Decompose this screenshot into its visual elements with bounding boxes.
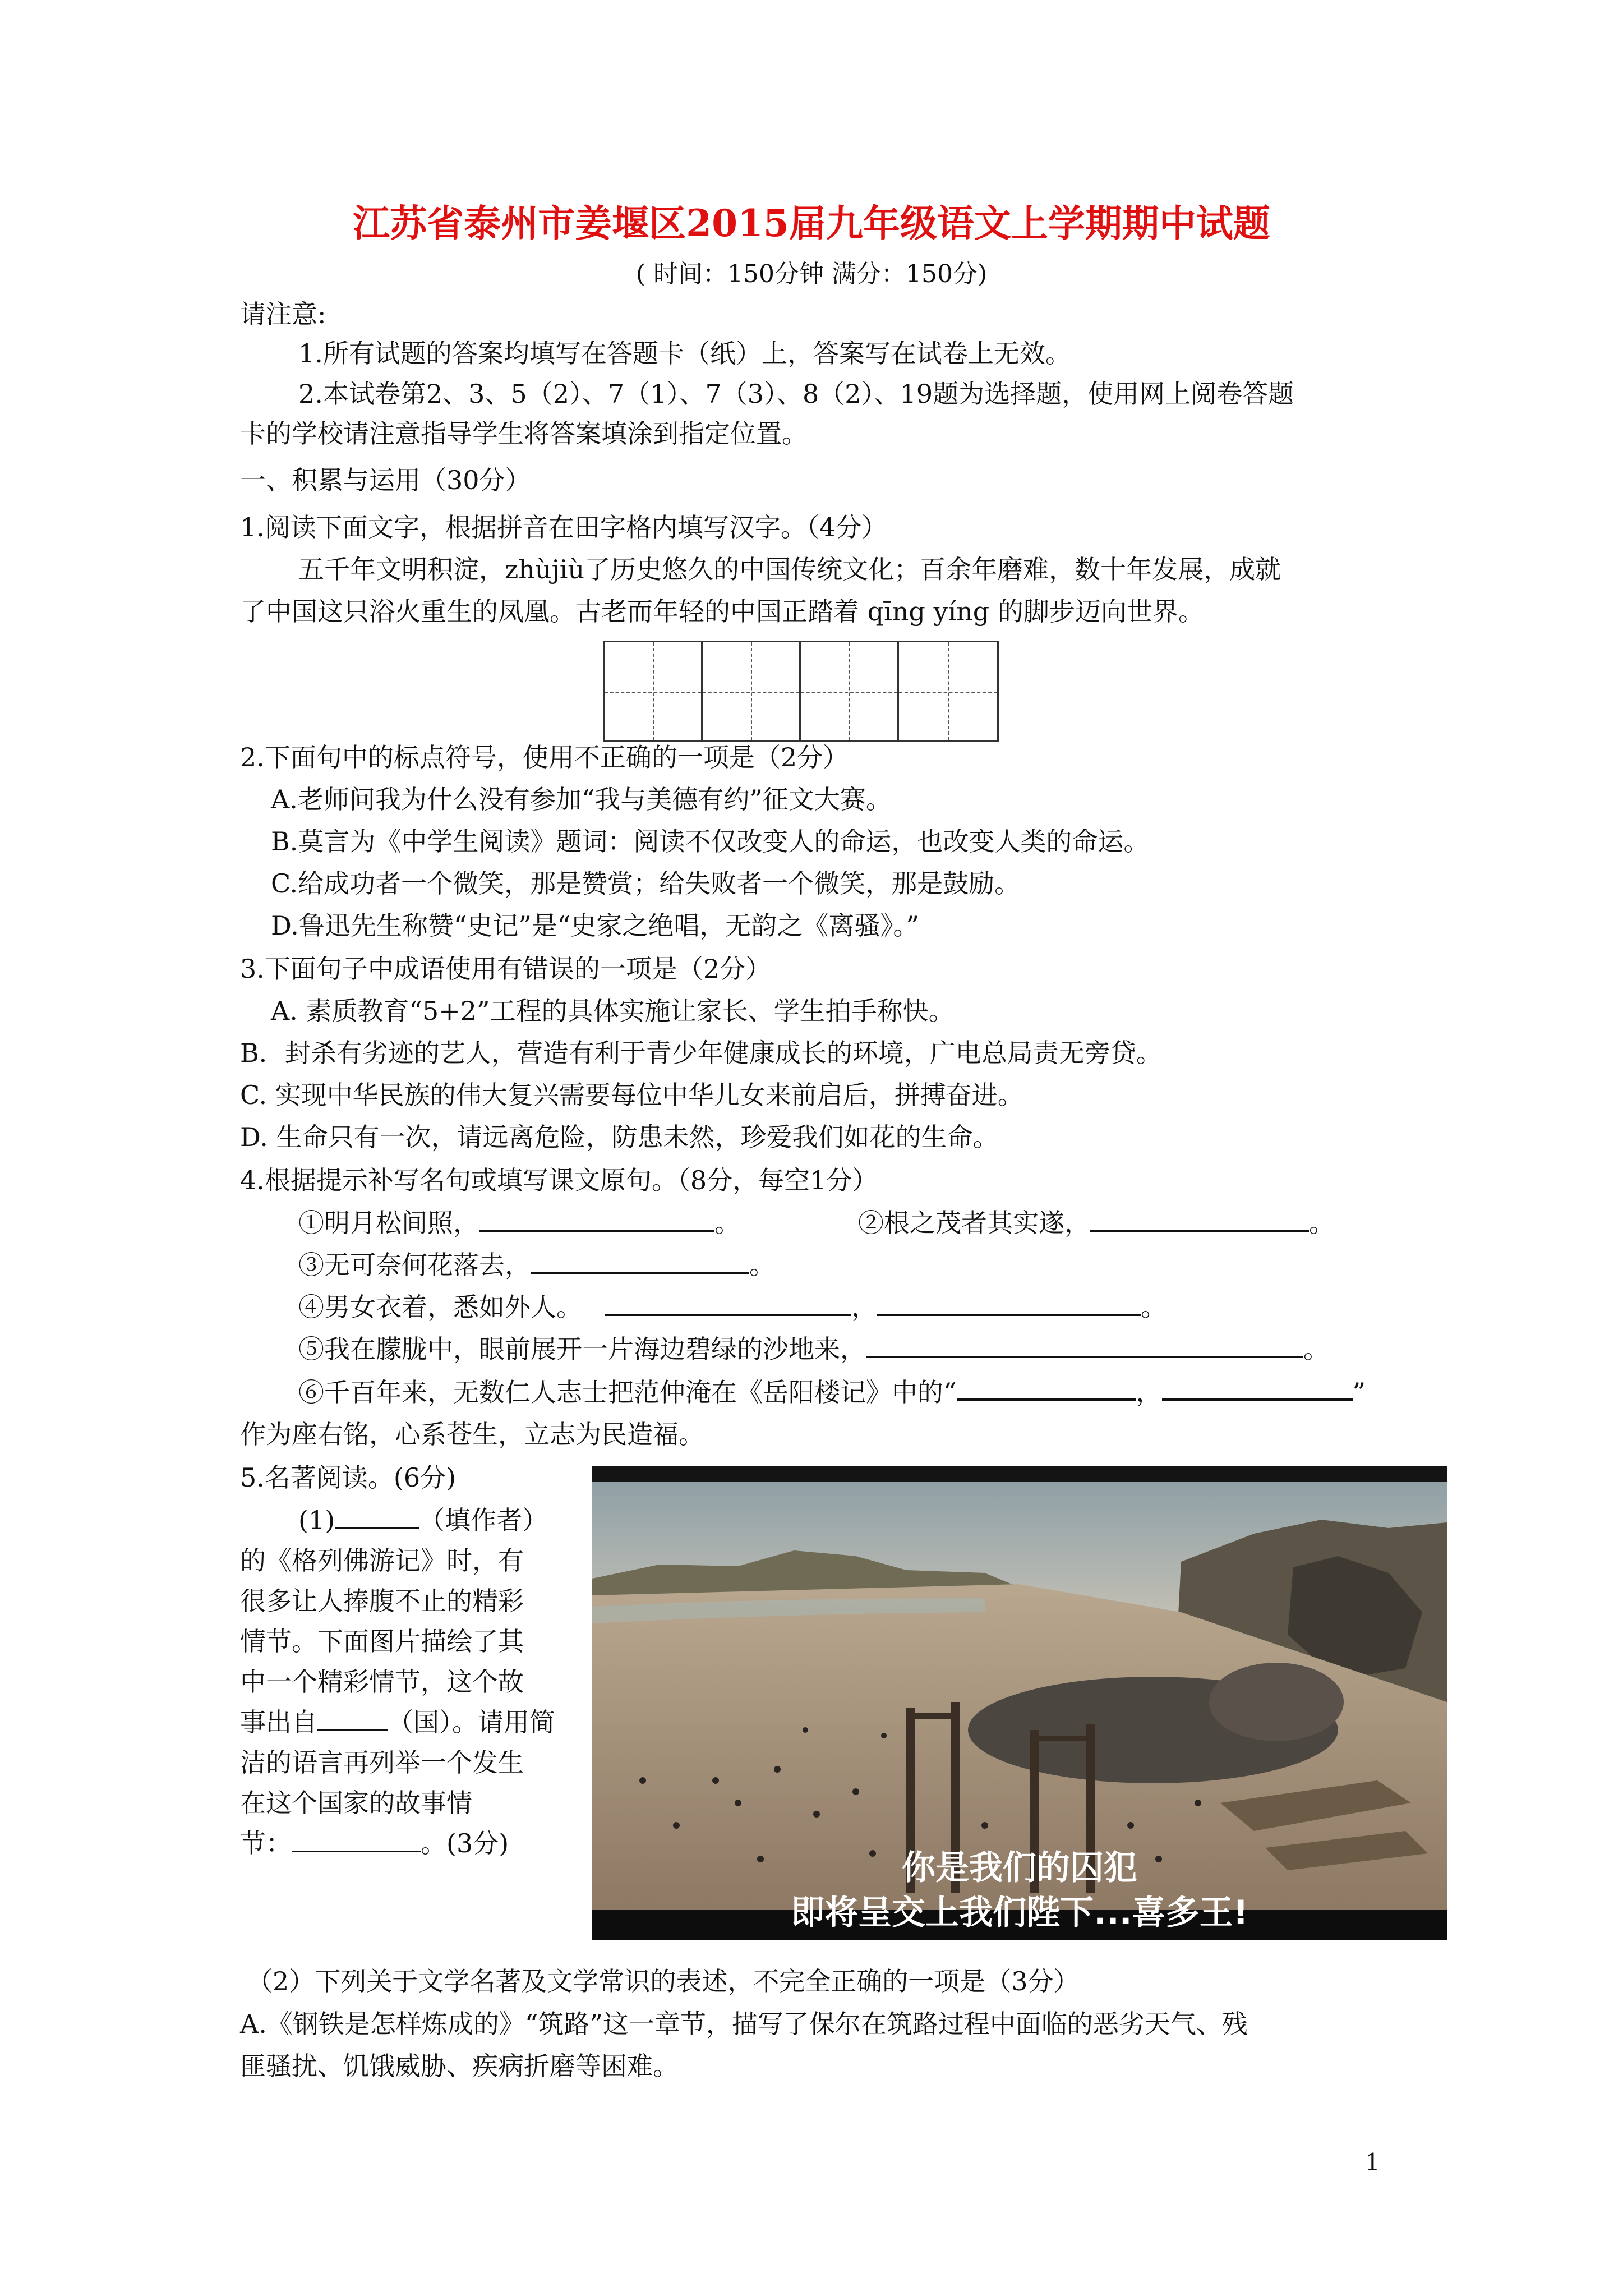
q5-p1-line8: 在这个国家的故事情: [240, 1788, 472, 1818]
q1-stem: 1.阅读下面文字，根据拼音在田字格内填写汉字。（4分）: [240, 512, 888, 542]
q5-p1-line7: 洁的语言再列举一个发生: [240, 1747, 524, 1778]
tianzige-cell[interactable]: [703, 642, 801, 740]
q4-item-6-continued: 作为座右铭，心系苍生，立志为民造福。: [240, 1419, 704, 1450]
answer-blank[interactable]: [957, 1376, 1136, 1401]
section-1-heading: 一、积累与运用（30分）: [240, 465, 531, 495]
q5-p1-line6: 事出自 （国）。请用简: [240, 1707, 555, 1737]
q2-option-b: B.莫言为《中学生阅读》题词：阅读不仅改变人的命运，也改变人类的命运。: [271, 826, 1150, 857]
image-subtitle-line2: 即将呈交上我们陛下...喜多王!: [791, 1893, 1248, 1932]
q4-item-2: ②根之茂者其实遂， 。: [858, 1208, 1335, 1238]
image-subtitle-line1: 你是我们的囚犯: [902, 1848, 1137, 1888]
tianzige-cell[interactable]: [899, 642, 997, 740]
q1-passage-line1: 五千年文明积淀，zhùjiù了历史悠久的中国传统文化；百余年磨难，数十年发展，成就: [298, 554, 1281, 585]
q2-option-c: C.给成功者一个微笑，那是赞赏；给失败者一个微笑，那是鼓励。: [271, 868, 1021, 899]
q3-option-c: C. 实现中华民族的伟大复兴需要每位中华儿女来前启后，拼搏奋进。: [240, 1080, 1023, 1110]
answer-blank[interactable]: [479, 1208, 714, 1232]
q3-option-a: A. 素质教育“5+2”工程的具体实施让家长、学生拍手称快。: [271, 996, 955, 1026]
answer-blank[interactable]: [317, 1707, 388, 1731]
q2-stem: 2.下面句中的标点符号，使用不正确的一项是（2分）: [240, 742, 849, 772]
page-number: 1: [1365, 2148, 1380, 2176]
q5-p1-line9: 节： 。(3分): [240, 1828, 509, 1858]
q4-item-3: ③无可奈何花落去， 。: [298, 1250, 775, 1280]
exam-time-info: ( 时间：150分钟 满分：150分): [635, 260, 988, 288]
q4-item-6: ⑥千百年来，无数仁人志士把范仲淹在《岳阳楼记》中的“ ， ”: [298, 1377, 1366, 1407]
q4-item-4: ④男女衣着，悉如外人。 ， 。: [298, 1292, 1166, 1322]
q5-p1-line1: (1) （填作者）: [298, 1505, 548, 1535]
notice-item-1: 1.所有试题的答案均填写在答题卡（纸）上，答案写在试卷上无效。: [298, 338, 1071, 369]
answer-blank[interactable]: [877, 1292, 1141, 1316]
q3-stem: 3.下面句子中成语使用有错误的一项是（2分）: [240, 954, 772, 984]
q4-item-5: ⑤我在朦胧中，眼前展开一片海边碧绿的沙地来， 。: [298, 1334, 1329, 1364]
answer-blank[interactable]: [866, 1334, 1303, 1358]
q5-p1-line3: 很多让人捧腹不止的精彩: [240, 1586, 524, 1616]
q4-item-1: ①明月松间照， 。: [298, 1208, 740, 1238]
q5-p1-line5: 中一个精彩情节，这个故: [240, 1667, 524, 1697]
q1-passage-line2: 了中国这只浴火重生的凤凰。古老而年轻的中国正踏着 qīng yíng 的脚步迈向世界。: [240, 596, 1204, 627]
tianzige-cell[interactable]: [605, 642, 703, 740]
q5-p1-line4: 情节。下面图片描绘了其: [240, 1626, 524, 1657]
q5-p2-option-a-line2: 匪骚扰、饥饿威胁、疾病折磨等困难。: [240, 2051, 679, 2081]
answer-blank[interactable]: [292, 1828, 421, 1852]
notice-item-2-line1: 2.本试卷第2、3、5（2）、7（1）、7（3）、8（2）、19题为选择题，使用网上阅卷答题: [298, 379, 1294, 409]
answer-blank[interactable]: [1162, 1376, 1353, 1401]
q5-p2-stem: （2）下列关于文学名著及文学常识的表述，不完全正确的一项是（3分）: [247, 1966, 1080, 1996]
tianzige-cell[interactable]: [801, 642, 899, 740]
q4-stem: 4.根据提示补写名句或填写课文原句。（8分，每空1分）: [240, 1165, 878, 1195]
page-title: 江苏省泰州市姜堰区2015届九年级语文上学期期中试题: [353, 201, 1270, 245]
answer-blank[interactable]: [335, 1505, 419, 1529]
gulliver-film-still-image: [592, 1466, 1447, 1940]
q3-option-d: D. 生命只有一次，请远离危险，防患未然，珍爱我们如花的生命。: [240, 1122, 999, 1152]
q5-p1-line2: 的《格列佛游记》时，有: [240, 1545, 524, 1576]
notice-heading: 请注意:: [240, 299, 326, 329]
q5-stem: 5.名著阅读。(6分): [240, 1462, 457, 1493]
q2-option-a: A.老师问我为什么没有参加“我与美德有约”征文大赛。: [271, 784, 892, 815]
q2-option-d: D.鲁迅先生称赞“史记”是“史家之绝唱，无韵之《离骚》。”: [271, 910, 919, 941]
q3-option-b: B．封杀有劣迹的艺人，营造有利于青少年健康成长的环境，广电总局责无旁贷。: [240, 1038, 1162, 1068]
answer-blank[interactable]: [1090, 1208, 1309, 1232]
notice-item-2-line2: 卡的学校请注意指导学生将答案填涂到指定位置。: [240, 418, 808, 449]
answer-blank[interactable]: [531, 1250, 749, 1274]
answer-blank[interactable]: [605, 1292, 851, 1316]
q5-p2-option-a-line1: A.《钢铁是怎样炼成的》“筑路”这一章节，描写了保尔在筑路过程中面临的恶劣天气、残: [240, 2009, 1248, 2039]
tianzige-writing-grid[interactable]: [603, 641, 999, 742]
